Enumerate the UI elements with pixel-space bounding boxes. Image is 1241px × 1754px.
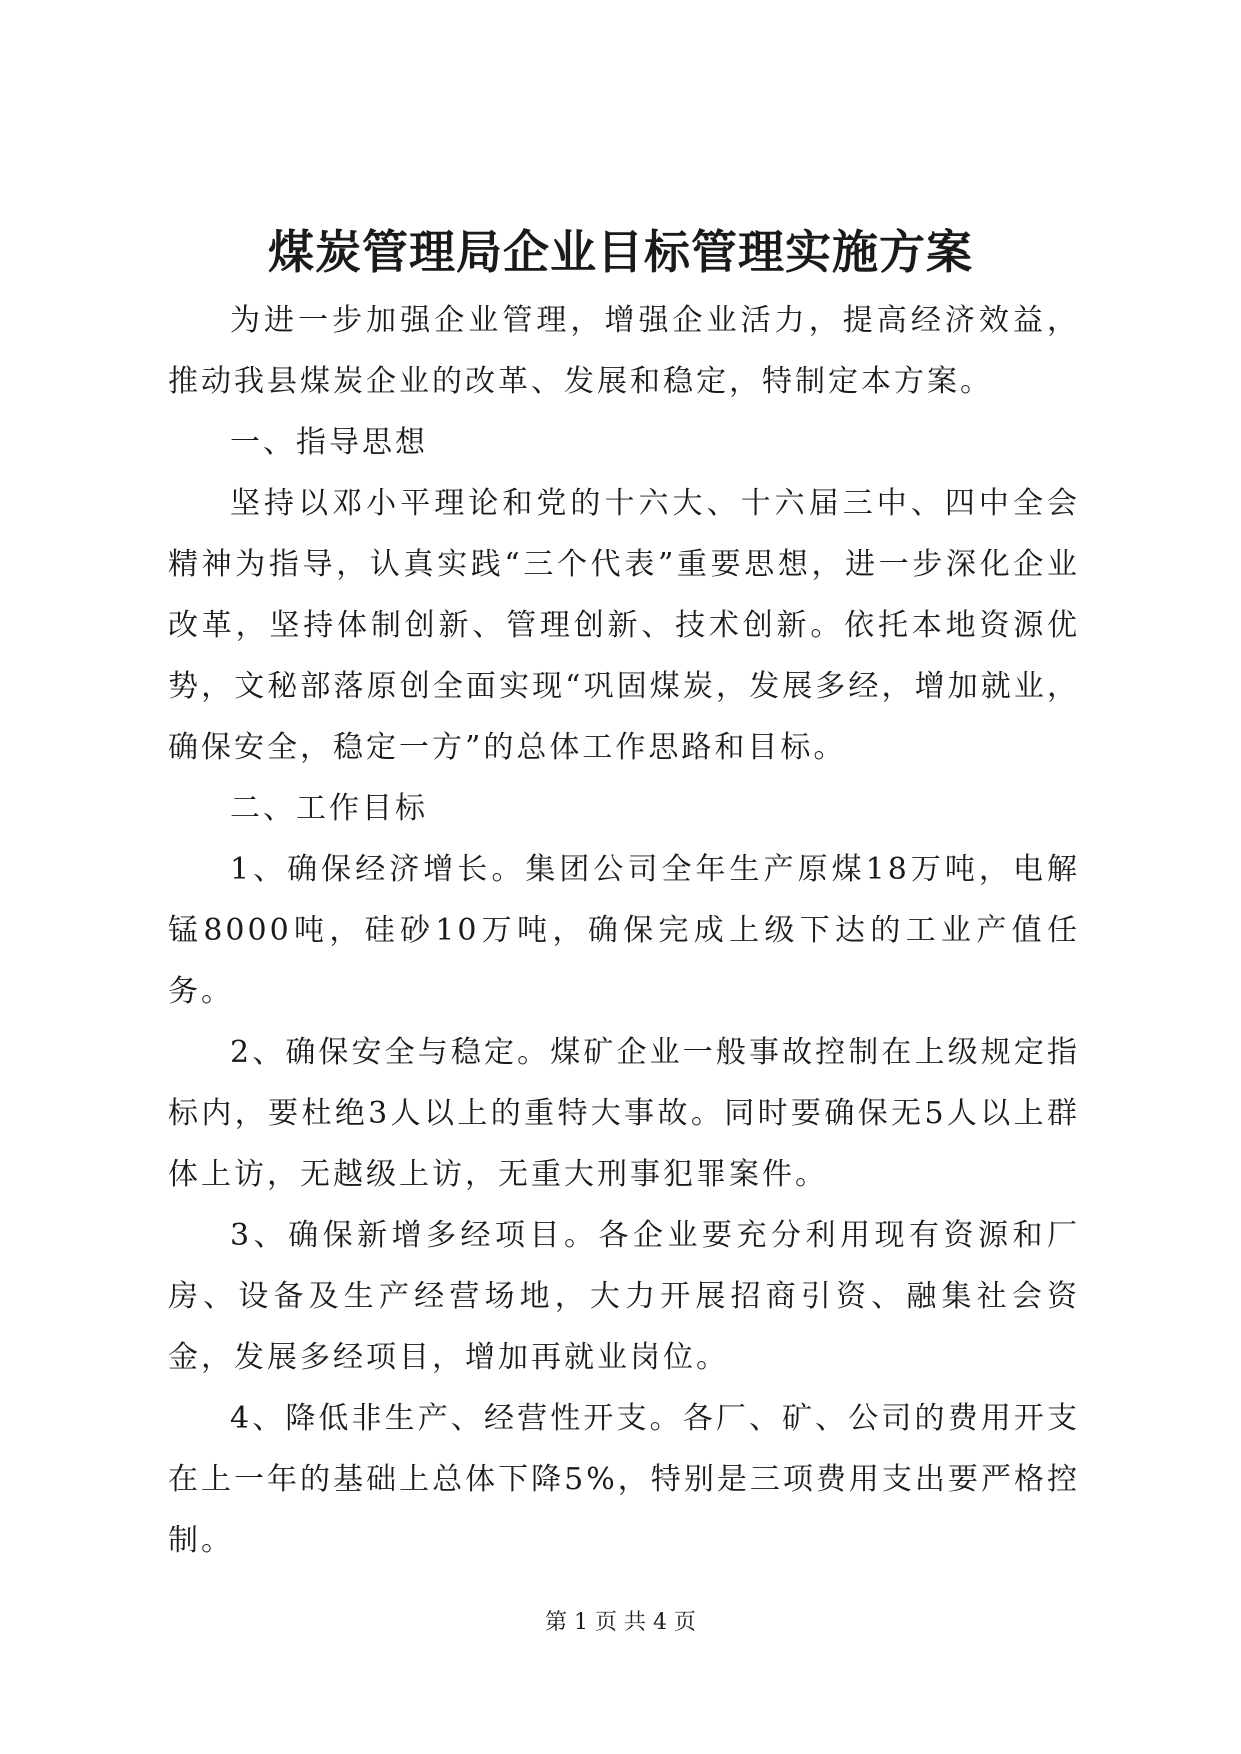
section-heading-work-goals: 二、工作目标 bbox=[230, 791, 428, 826]
page-number: 第 1 页 共 4 页 bbox=[545, 1610, 696, 1635]
paragraph-goal-1: 1、确保经济增长。集团公司全年生产原煤18万吨，电解锰8000吨，硅砂10万吨，确保完成上级下达的工业产值任务。 bbox=[168, 852, 1080, 1009]
section-heading-guiding-ideology: 一、指导思想 bbox=[230, 425, 428, 460]
paragraph-goal-4: 4、降低非生产、经营性开支。各厂、矿、公司的费用开支在上一年的基础上总体下降5%，特别是三项费用支出要严格控制。 bbox=[168, 1401, 1080, 1558]
page-footer bbox=[0, 1608, 1241, 1638]
paragraph-intro: 为进一步加强企业管理，增强企业活力，提高经济效益，推动我县煤炭企业的改革、发展和稳定，特制定本方案。 bbox=[168, 303, 1080, 399]
paragraph-goal-2: 2、确保安全与稳定。煤矿企业一般事故控制在上级规定指标内，要杜绝3人以上的重特大事故。同时要确保无5人以上群体上访，无越级上访，无重大刑事犯罪案件。 bbox=[168, 1035, 1080, 1192]
paragraph-guiding-ideology: 坚持以邓小平理论和党的十六大、十六届三中、四中全会精神为指导，认真实践“三个代表”重要思想，进一步深化企业改革，坚持体制创新、管理创新、技术创新。依托本地资源优势，文秘部落原创全面实现“巩固煤炭，发展多经，增加就业，确保安全，稳定一方”的总体工作思路和目标。 bbox=[168, 486, 1080, 765]
document-body bbox=[168, 290, 1080, 1571]
paragraph-goal-3: 3、确保新增多经项目。各企业要充分利用现有资源和厂房、设备及生产经营场地，大力开展招商引资、融集社会资金，发展多经项目，增加再就业岗位。 bbox=[168, 1218, 1080, 1375]
document-title: 煤炭管理局企业目标管理实施方案 bbox=[268, 225, 973, 279]
